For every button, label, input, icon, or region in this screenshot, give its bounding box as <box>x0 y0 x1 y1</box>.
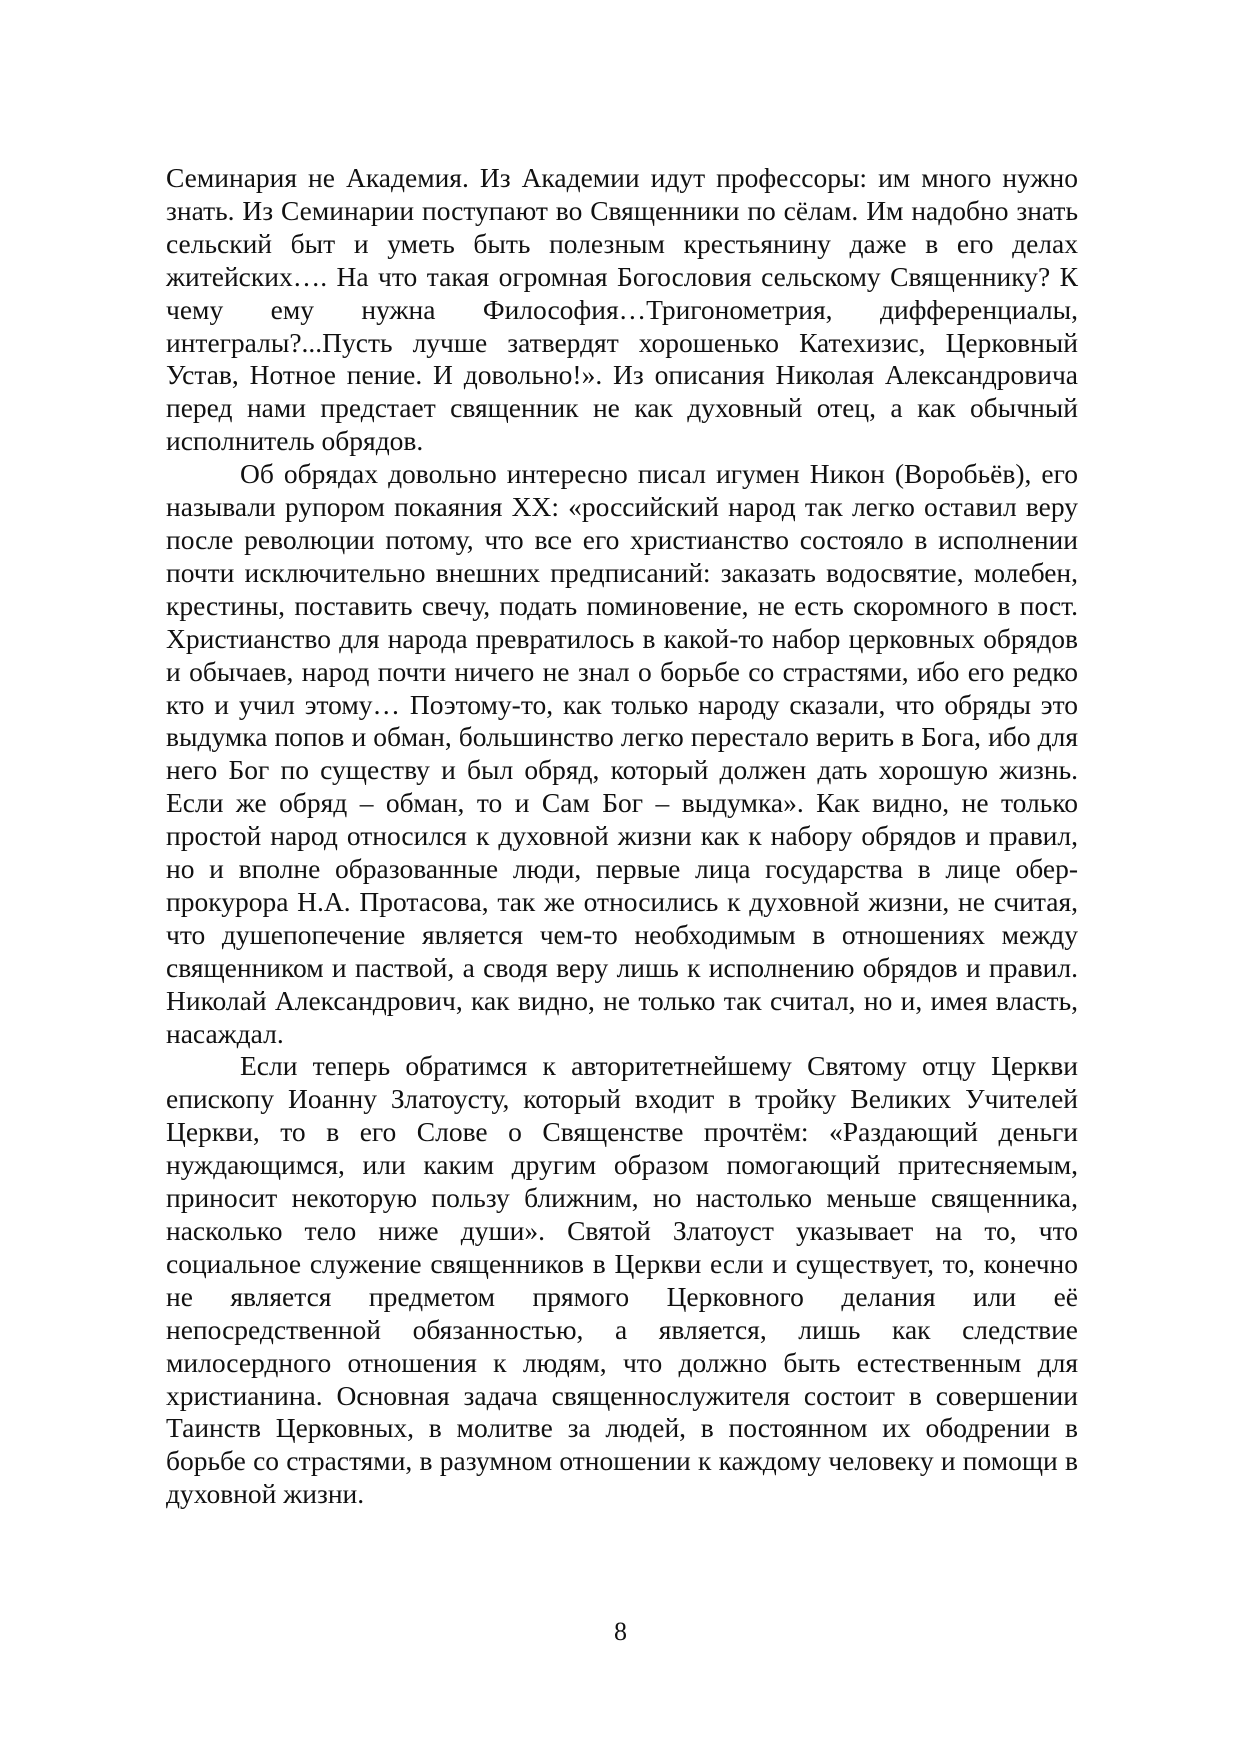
page-number: 8 <box>614 1617 627 1646</box>
page-body <box>166 162 1078 1511</box>
paragraph-2: Об обрядах довольно интересно писал игумен Никон (Воробьёв), его называли рупором покаяния XX: «российский народ так легко оставил веру после революции потому, что все его христианство состояло в исполнении почти исключительно внешних предписаний: заказать водосвятие, молебен, крестины, поставить свечу, подать поминовение, не есть скоромного в пост. Христианство для народа превратилось в какой-то набор церковных обрядов и обычаев, народ почти ничего не знал о борьбе со страстями, ибо его редко кто и учил этому… Поэтому-то, как только народу сказали, что обряды это выдумка попов и обман, большинство легко перестало верить в Бога, ибо для него Бог по существу и был обряд, который должен дать хорошую жизнь. Если же обряд – обман, то и Сам Бог – выдумка». Как видно, не только простой народ относился к духовной жизни как к набору обрядов и правил, но и вполне образованные люди, первые лица государства в лице обер-прокурора Н.А. Протасова, так же относились к духовной жизни, не считая, что душепопечение является чем-то необходимым в отношениях между священником и паствой, а сводя веру лишь к исполнению обрядов и правил. Николай Александрович, как видно, не только так считал, но и, имея власть, насаждал. <box>166 458 1078 1049</box>
paragraph-1: Семинария не Академия. Из Академии идут профессоры: им много нужно знать. Из Семинарии поступают во Священники по сёлам. Им надобно знать сельский быт и уметь быть полезным крестьянину даже в его делах житейских…. На что такая огромная Богословия сельскому Священнику? К чему ему нужна Философия…Тригонометрия, дифференциалы, интегралы?...Пусть лучше затвердят хорошенько Катехизис, Церковный Устав, Нотное пение. И довольно!». Из описания Николая Александровича перед нами предстает священник не как духовный отец, а как обычный исполнитель обрядов. <box>166 162 1078 457</box>
paragraph-3: Если теперь обратимся к авторитетнейшему Святому отцу Церкви епископу Иоанну Златоусту, который входит в тройку Великих Учителей Церкви, то в его Слове о Священстве прочтём: «Раздающий деньги нуждающимся, или каким другим образом помогающий притесняемым, приносит некоторую пользу ближним, но настолько меньше священника, насколько тело ниже души». Святой Златоуст указывает на то, что социальное служение священников в Церкви если и существует, то, конечно не является предметом прямого Церковного делания или её непосредственной обязанностью, а является, лишь как следствие милосердного отношения к людям, что должно быть естественным для христианина. Основная задача священнослужителя состоит в совершении Таинств Церковных, в молитве за людей, в постоянном их ободрении в борьбе со страстями, в разумном отношении к каждому человеку и помощи в духовной жизни. <box>166 1050 1078 1510</box>
